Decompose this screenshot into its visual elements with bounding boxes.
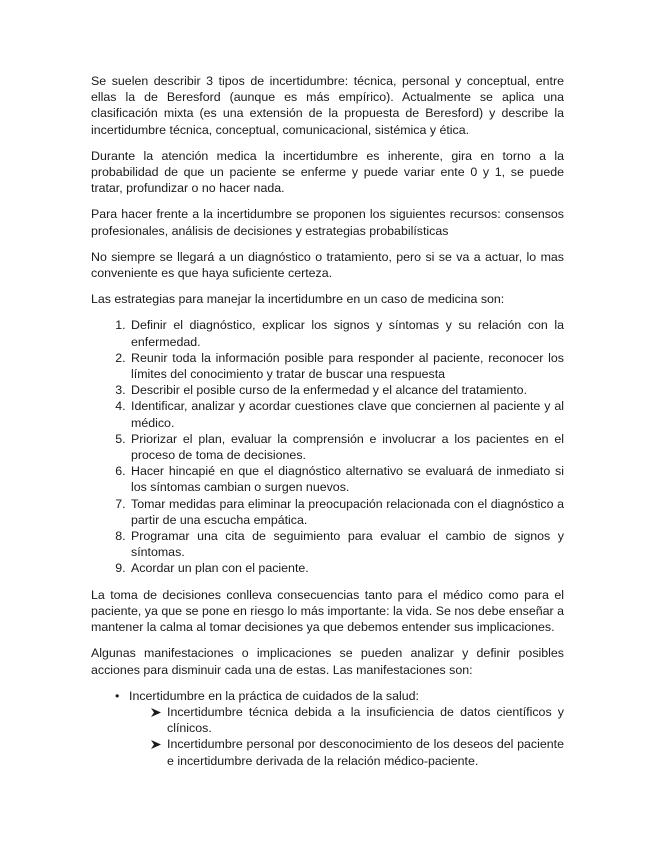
strategy-item: 6. Hacer hincapié en que el diagnóstico alternativo se evaluará de inmediato si los síntomas cambian o surgen nuevos. [129,463,564,495]
arrowhead-bullet-icon [151,708,161,717]
arrowhead-bullet-icon [151,740,161,749]
strategy-item: 5. Priorizar el plan, evaluar la comprensión e involucrar a los pacientes en el proceso de toma de decisiones. [129,431,564,463]
manifestation-item [115,688,564,769]
strategy-item: 4. Identificar, analizar y acordar cuestiones clave que conciernen al paciente y al médico. [129,398,564,430]
document-page [91,73,564,769]
paragraph-manifestations-intro: Algunas manifestaciones o implicaciones se pueden analizar y definir posibles acciones para disminuir cada una de estas. Las manifestaciones son: [91,646,564,677]
bullet-dot-icon: • [115,688,120,703]
paragraph-resources: Para hacer frente a la incertidumbre se proponen los siguientes recursos: consensos profesionales, análisis de decisiones y estrategias probabilísticas [91,207,564,238]
paragraph-inherent-uncertainty: Durante la atención medica la incertidumbre es inherente, gira en torno a la probabilidad de que un paciente se enferme y puede variar ente 0 y 1, se puede tratar, profundizar o no hacer nada. [91,148,564,196]
manifestation-label: Incertidumbre en la práctica de cuidados de la salud: [129,688,419,703]
strategy-item: 2. Reunir toda la información posible para responder al paciente, reconocer los límites del conocimiento y tratar de buscar una respuesta [129,350,564,382]
strategy-item: 9. Acordar un plan con el paciente. [129,560,564,576]
manifestations-list [91,688,564,769]
sub-item [167,704,564,736]
sub-item-text: Incertidumbre técnica debida a la insuficiencia de datos científicos y clínicos. [167,704,564,736]
paragraph-strategies-intro: Las estrategias para manejar la incertidumbre en un caso de medicina son: [91,292,505,307]
manifestation-sublist [129,704,564,769]
paragraph-certainty: No siempre se llegará a un diagnóstico o tratamiento, pero si se va a actuar, lo mas conveniente es que haya suficiente certeza. [91,249,564,281]
strategy-item: 3. Describir el posible curso de la enfermedad y el alcance del tratamiento. [129,382,564,398]
strategies-list [91,317,564,576]
paragraph-decision-consequences: La toma de decisiones conlleva consecuencias tanto para el médico como para el paciente, ya que se pone en riesgo lo más importante: la vida. Se nos debe enseñar a mantener la calma al tomar decisiones ya que debemos entender sus implicaciones. [91,587,564,635]
sub-item [167,736,564,768]
strategy-item: 8. Programar una cita de seguimiento para evaluar el cambio de signos y síntomas. [129,528,564,560]
paragraph-uncertainty-types: Se suelen describir 3 tipos de incertidumbre: técnica, personal y conceptual, entre ellas la de Beresford (aunque es más empírico). Actualmente se aplica una clasificación mixta (es una extensión de la propuesta de Beresford) y describe la incertidumbre técnica, conceptual, comunicacional, sistémica y ética. [91,74,564,137]
sub-item-text: Incertidumbre personal por desconocimiento de los deseos del paciente e incertidumbre derivada de la relación médico-paciente. [167,737,564,768]
strategy-item: 1. Definir el diagnóstico, explicar los signos y síntomas y su relación con la enfermedad. [129,317,564,349]
strategy-item: 7. Tomar medidas para eliminar la preocupación relacionada con el diagnóstico a partir de una escucha empática. [129,496,564,528]
